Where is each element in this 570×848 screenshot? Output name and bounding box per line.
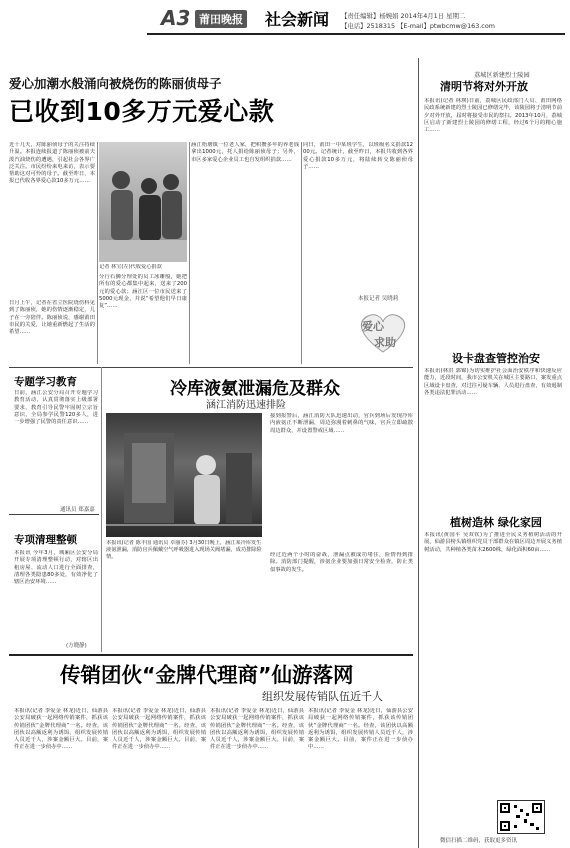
lead-body-col5: 同日，莆田一中某班学生，以班级名义捐款1200元。记者统计，截至昨日，本报共收到各界爱心捐款10多万元，将陆续转交陈丽侦母子……: [303, 142, 413, 170]
lead-body-col3: 分行石狮分理处的员工冰雕般，她把所有的爱心都集中起来，送来了200元的爱心款；涵江区一位市民送来了5000元现金，并说“希望他们早日康复”……: [99, 274, 187, 310]
mlm-body-col1: 本报讯(记者 李爱金 林龙)近日，仙游县公安局破获一起网络传销案件，抓获该传销团伙“金牌代理商”一名。经查，该团伙以高额返利为诱饵，组织发展传销人员近千人，涉案金额巨大。目前，案件正在进一步侦办中……: [14, 708, 108, 751]
right-headline-1: 清明节将对外开放: [440, 80, 528, 93]
section-title: 社会新闻: [265, 10, 330, 29]
people-photo-icon: [99, 142, 187, 262]
lead-body-col4: 涵江梧塘镇一位老人家，把积攒多年的养老钱拿出1000元，托人捐给陈丽侦母子；另外，市区多家爱心企业员工也自发组织捐款……: [191, 142, 299, 163]
qr-code-icon: [498, 801, 544, 833]
footer-notice: 微信扫描二维码，获取更多资讯: [440, 838, 518, 844]
study-body: 日前，涵江公安分局召开专题学习教育活动，认真贯彻落实上级部署要求，教育引导民警牢固树立宗旨意识，全局参学民警120多人，进一步增强了民警的责任意识……: [14, 390, 98, 426]
lead-headline: 已收到10多万元爱心款: [9, 97, 275, 126]
qr-code: [497, 800, 545, 834]
divider: [189, 142, 190, 364]
love-badge: [352, 310, 414, 356]
ammonia-subhead: 涵江消防迅速排险: [206, 400, 286, 411]
mlm-subhead: 组织发展传销队伍近千人: [262, 690, 383, 703]
ammonia-body-2: 经过近两个小时的奋战，泄漏点被成功堵住，险情得到排除。消防部门提醒，涉氨企业要加强日常安全检查，防止类似事故的发生。: [270, 552, 413, 573]
lead-reporter: 本报记者 吴晓莉: [358, 296, 399, 302]
ammonia-photo: [106, 413, 262, 537]
mlm-body-col2: 本报讯(记者 李爱金 林龙)近日，仙游县公安局破获一起网络传销案件，抓获该传销团伙“金牌代理商”一名。经查，该团伙以高额返利为诱饵，组织发展传销人员近千人，涉案金额巨大。目前，案件正在进一步侦办中……: [112, 708, 206, 751]
divider: [9, 367, 413, 368]
divider: [301, 142, 302, 364]
ammonia-photo-caption: 本报讯(记者 陈丰国 通讯员 卓丽芬) 3月30日晚上，涵江某冷库发生液氨泄漏，消防官兵佩戴空气呼吸器进入现场关阀堵漏，成功排除险情。: [106, 540, 262, 560]
lead-photo-caption: 记者 林宝(左)代收爱心捐款: [99, 264, 162, 270]
clean-body: 本报讯 今年3月，城厢区公安分局开展专项清理整顿行动，对辖区出租房屋、流动人口进行全面排查，清理各类隐患80多处，有效净化了辖区治安环境……: [14, 550, 98, 586]
masthead-rule: [147, 33, 565, 35]
lead-kicker: 爱心加潮水般涌向被烧伤的陈丽侦母子: [9, 76, 222, 91]
mlm-headline: 传销团伙“金牌代理商”仙游落网: [60, 663, 354, 687]
right-headline-2: 设卡盘查管控治安: [452, 352, 540, 365]
ammonia-body-1: 接到报警后，涵江消防大队迅速出动，官兵到场后发现冷库内液氨正不断泄漏，周边弥漫着刺鼻的气味，官兵立即疏散周边群众，并设置警戒区域……: [270, 413, 413, 434]
clean-reporter: (方晓静): [66, 643, 87, 649]
paper-logo: 莆田晚报: [195, 10, 247, 28]
page-number: A3: [161, 6, 191, 30]
study-headline: 专题学习教育: [14, 376, 77, 388]
badge-line2: 求助: [374, 336, 396, 349]
contact-line: 【电话】2518315 【E-mail】ptwbcmw@163.com: [341, 22, 495, 30]
firefighter-photo-icon: [106, 413, 262, 537]
ammonia-headline: 冷库液氨泄漏危及群众: [170, 379, 340, 399]
clean-headline: 专项清理整顿: [14, 534, 77, 546]
editor-line: 【责任编辑】杨婉娟 2014年4月1日 星期二: [341, 12, 466, 20]
divider: [97, 142, 98, 364]
divider: [418, 58, 419, 848]
right-kicker-1: 荔城区新建烈士陵园: [474, 72, 530, 79]
divider: [9, 514, 99, 515]
right-body-1: 本报讯(记者 林瑛)日前，荔城区民政部门人员、莆田网络民政系统新建的烈士陵园已修缮完毕，该陵园将于清明节前夕对外开放，届时将接受市民的祭扫。2013年10月，荔城区启动了新建烈士陵园的修缮工程，经过6个月的精心施工……: [424, 98, 562, 134]
mlm-body-col4: 本报讯(记者 李爱金 林龙)近日，仙游县公安局破获一起网络传销案件，抓获该传销团伙“金牌代理商”一名。经查，该团伙以高额返利为诱饵，组织发展传销人员近千人，涉案金额巨大。目前，案件正在进一步侦办中……: [308, 708, 413, 751]
lead-body-col1: 近十几天，对陈丽侦母子的关注持续升温。本报连续报道了陈丽侦被前夫泼汽油烧伤的遭遇，引起社会各界广泛关注。市民纷纷来电来访，表示要帮助这对可怜的母子。截至昨日，本报已代收各界爱心款10多万元……: [9, 142, 95, 185]
study-reporter: 通讯员 郑嘉嘉: [60, 507, 95, 513]
badge-line1: 爱心: [362, 320, 384, 333]
lead-body-col2: 日月上午，记者在省立医院烧伤科见到了陈丽侦，她的伤情逐渐稳定，儿子在一旁陪伴。陈丽侦说，感谢莆田市民的关爱，让她重新燃起了生活的希望……: [9, 300, 95, 336]
right-body-2: 本报讯(林洪 郭锦)为切实维护社会面治安秩序和快速反应能力，近段时间，我市公安机关在城区主要路口、案发重点区域设卡盘查，对过往可疑车辆、人员进行盘查，有效遏制各类违法犯罪活动……: [424, 368, 562, 396]
divider: [9, 654, 413, 656]
right-body-3: 本报讯(黄国平 吴双钦)为了推进全民义务植树活动的开展，仙游县榜头镇组织党员干部群众在镇区周边开展义务植树活动，共种植各类苗木2600株，绿化面积60亩……: [424, 532, 562, 553]
lead-photo: [99, 142, 187, 262]
masthead: [147, 2, 565, 40]
mlm-body-col3: 本报讯(记者 李爱金 林龙)近日，仙游县公安局破获一起网络传销案件，抓获该传销团伙“金牌代理商”一名。经查，该团伙以高额返利为诱饵，组织发展传销人员近千人，涉案金额巨大。目前，案件正在进一步侦办中……: [210, 708, 304, 751]
divider: [101, 367, 102, 652]
right-headline-3: 植树造林 绿化家园: [450, 516, 542, 529]
